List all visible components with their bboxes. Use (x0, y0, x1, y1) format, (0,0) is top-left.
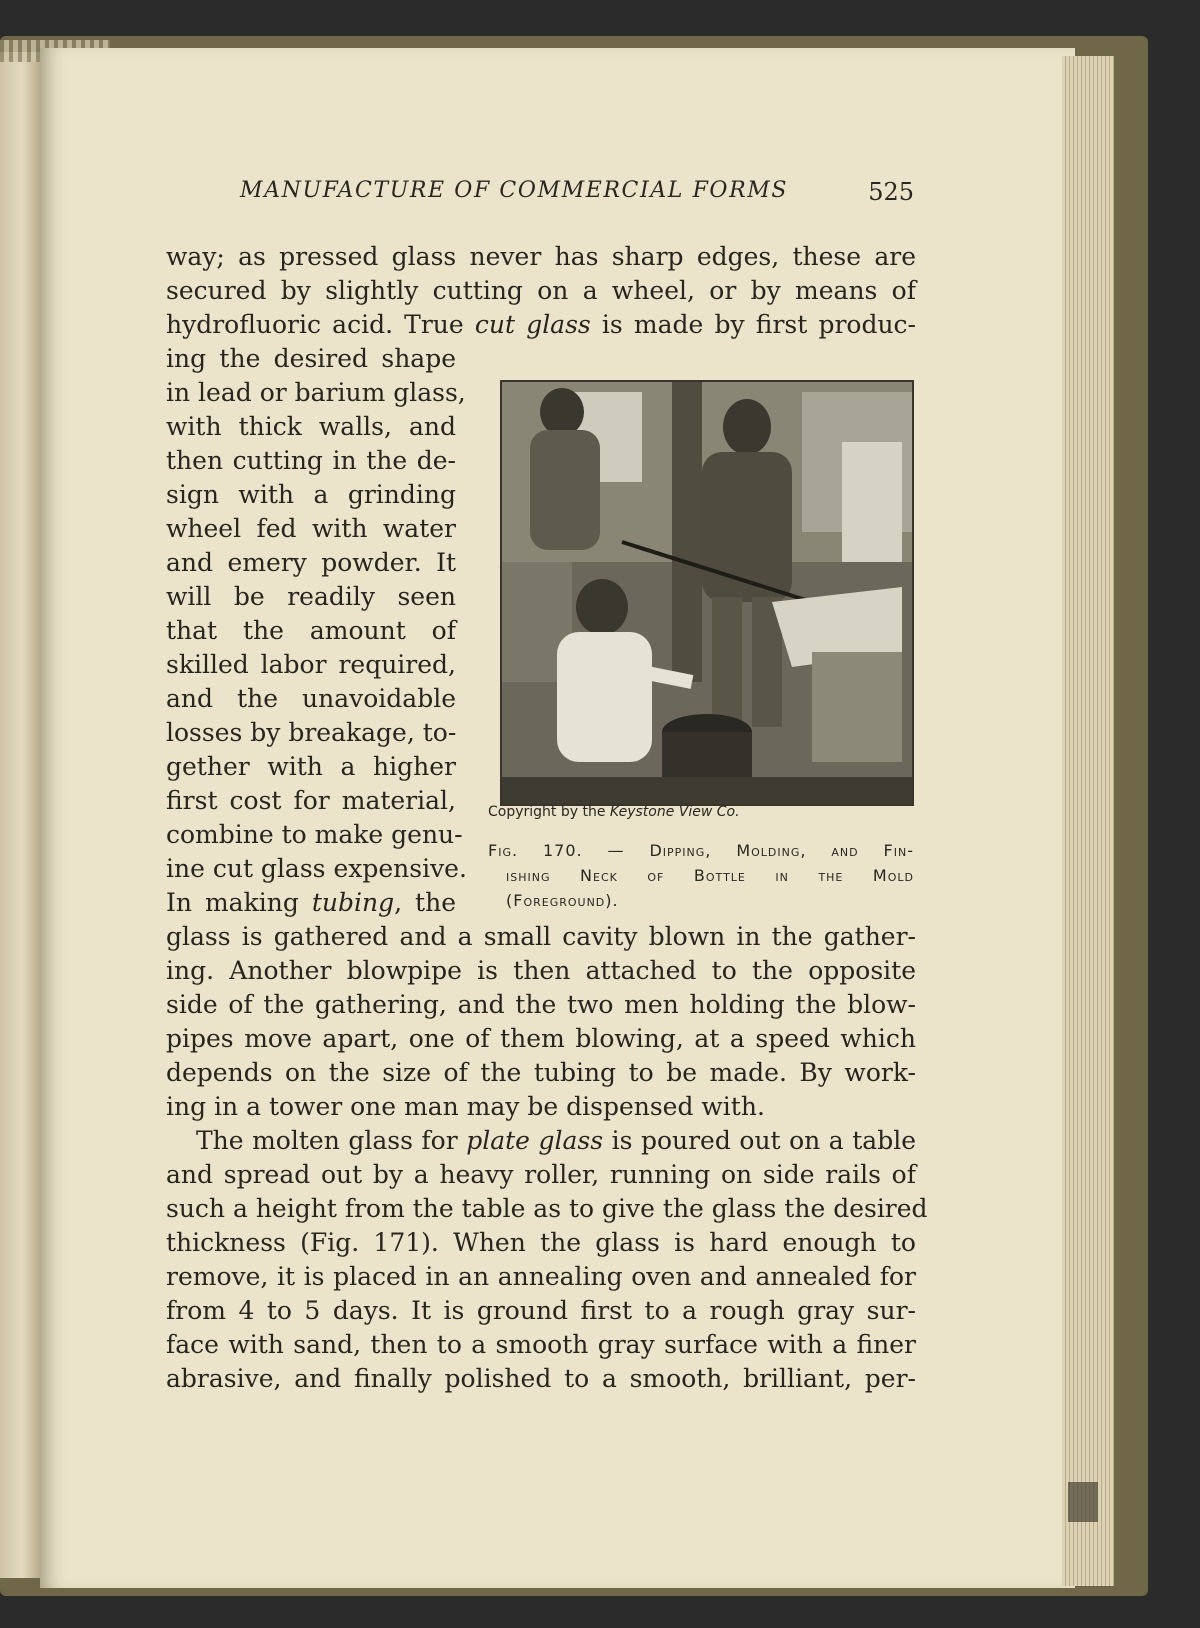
emphasis: tubing (311, 888, 395, 917)
text-line: depends on the size of the tubing to be made. By work- (166, 1058, 916, 1087)
text-line: thickness (Fig. 171). When the glass is hard enough to (166, 1228, 916, 1257)
text-line: wheel fed with water (166, 514, 456, 543)
text-line: then cutting in the de- (166, 446, 456, 475)
caption-line: ishing Neck of Bottle in the Mold (506, 866, 914, 885)
text-line: combine to make genu- (166, 820, 463, 849)
page-edges (1062, 56, 1114, 1586)
text-line: losses by breakage, to- (166, 718, 457, 747)
caption-line: (Foreground). (506, 891, 619, 910)
text-line: that the amount of (166, 616, 456, 645)
running-head (160, 178, 914, 214)
credit-name: Keystone View Co. (609, 804, 740, 820)
text-line: skilled labor required, (166, 650, 456, 679)
text-line: The molten glass for plate glass is poured out on a table (196, 1126, 916, 1155)
running-head-title: MANUFACTURE OF COMMERCIAL FORMS (240, 178, 789, 203)
text-line: way; as pressed glass never has sharp edges, these are (166, 242, 916, 271)
text-line: face with sand, then to a smooth gray surface with a finer (166, 1330, 916, 1359)
text-line: will be readily seen (166, 582, 456, 611)
text-line: first cost for material, (166, 786, 456, 815)
text-line: abrasive, and finally polished to a smooth, brilliant, per- (166, 1364, 916, 1393)
text-line: in lead or barium glass, (166, 378, 466, 407)
text-line: remove, it is placed in an annealing oven and annealed for (166, 1262, 916, 1291)
figure-photograph (500, 380, 914, 806)
photo-credit: Copyright by the Keystone View Co. (488, 804, 740, 820)
text-line: ing. Another blowpipe is then attached to the opposite (166, 956, 916, 985)
text-line: pipes move apart, one of them blowing, at a speed which (166, 1024, 916, 1053)
text-line: sign with a grinding (166, 480, 456, 509)
text-line: gether with a higher (166, 752, 456, 781)
emphasis: cut glass (474, 310, 591, 339)
text-line: In making tubing, the (166, 888, 456, 917)
text-line: such a height from the table as to give the glass the desired (166, 1194, 928, 1223)
caption-line: Fig. 170. — Dipping, Molding, and Fin- (488, 841, 914, 860)
paragraph-2 (166, 1124, 928, 1396)
page-number: 525 (868, 178, 914, 206)
text-line: from 4 to 5 days. It is ground first to a rough gray sur- (166, 1296, 916, 1325)
text-line: hydrofluoric acid. True cut glass is made by first produc- (166, 310, 917, 339)
figure-caption (488, 838, 914, 913)
text-line: and emery powder. It (166, 548, 456, 577)
paragraph-1-full-lines (166, 240, 916, 342)
paragraph-1-tail-lines (166, 920, 916, 1124)
text-line: and the unavoidable (166, 684, 456, 713)
page-edge-mark (1068, 1482, 1098, 1522)
paragraph-1-wrapped-lines (166, 342, 467, 920)
text-line: and spread out by a heavy roller, running on side rails of (166, 1160, 916, 1189)
text-line: ine cut glass expensive. (166, 854, 467, 883)
text-line: with thick walls, and (166, 412, 456, 441)
previous-page-edge (0, 52, 40, 1578)
text-line: ing the desired shape (166, 344, 456, 373)
text-line: secured by slightly cutting on a wheel, or by means of (166, 276, 916, 305)
text-line: ing in a tower one man may be dispensed with. (166, 1092, 765, 1121)
text-line: side of the gathering, and the two men holding the blow- (166, 990, 916, 1019)
text-line: glass is gathered and a small cavity blown in the gather- (166, 922, 916, 951)
emphasis: plate glass (466, 1126, 604, 1155)
photograph-illustration (502, 382, 912, 804)
